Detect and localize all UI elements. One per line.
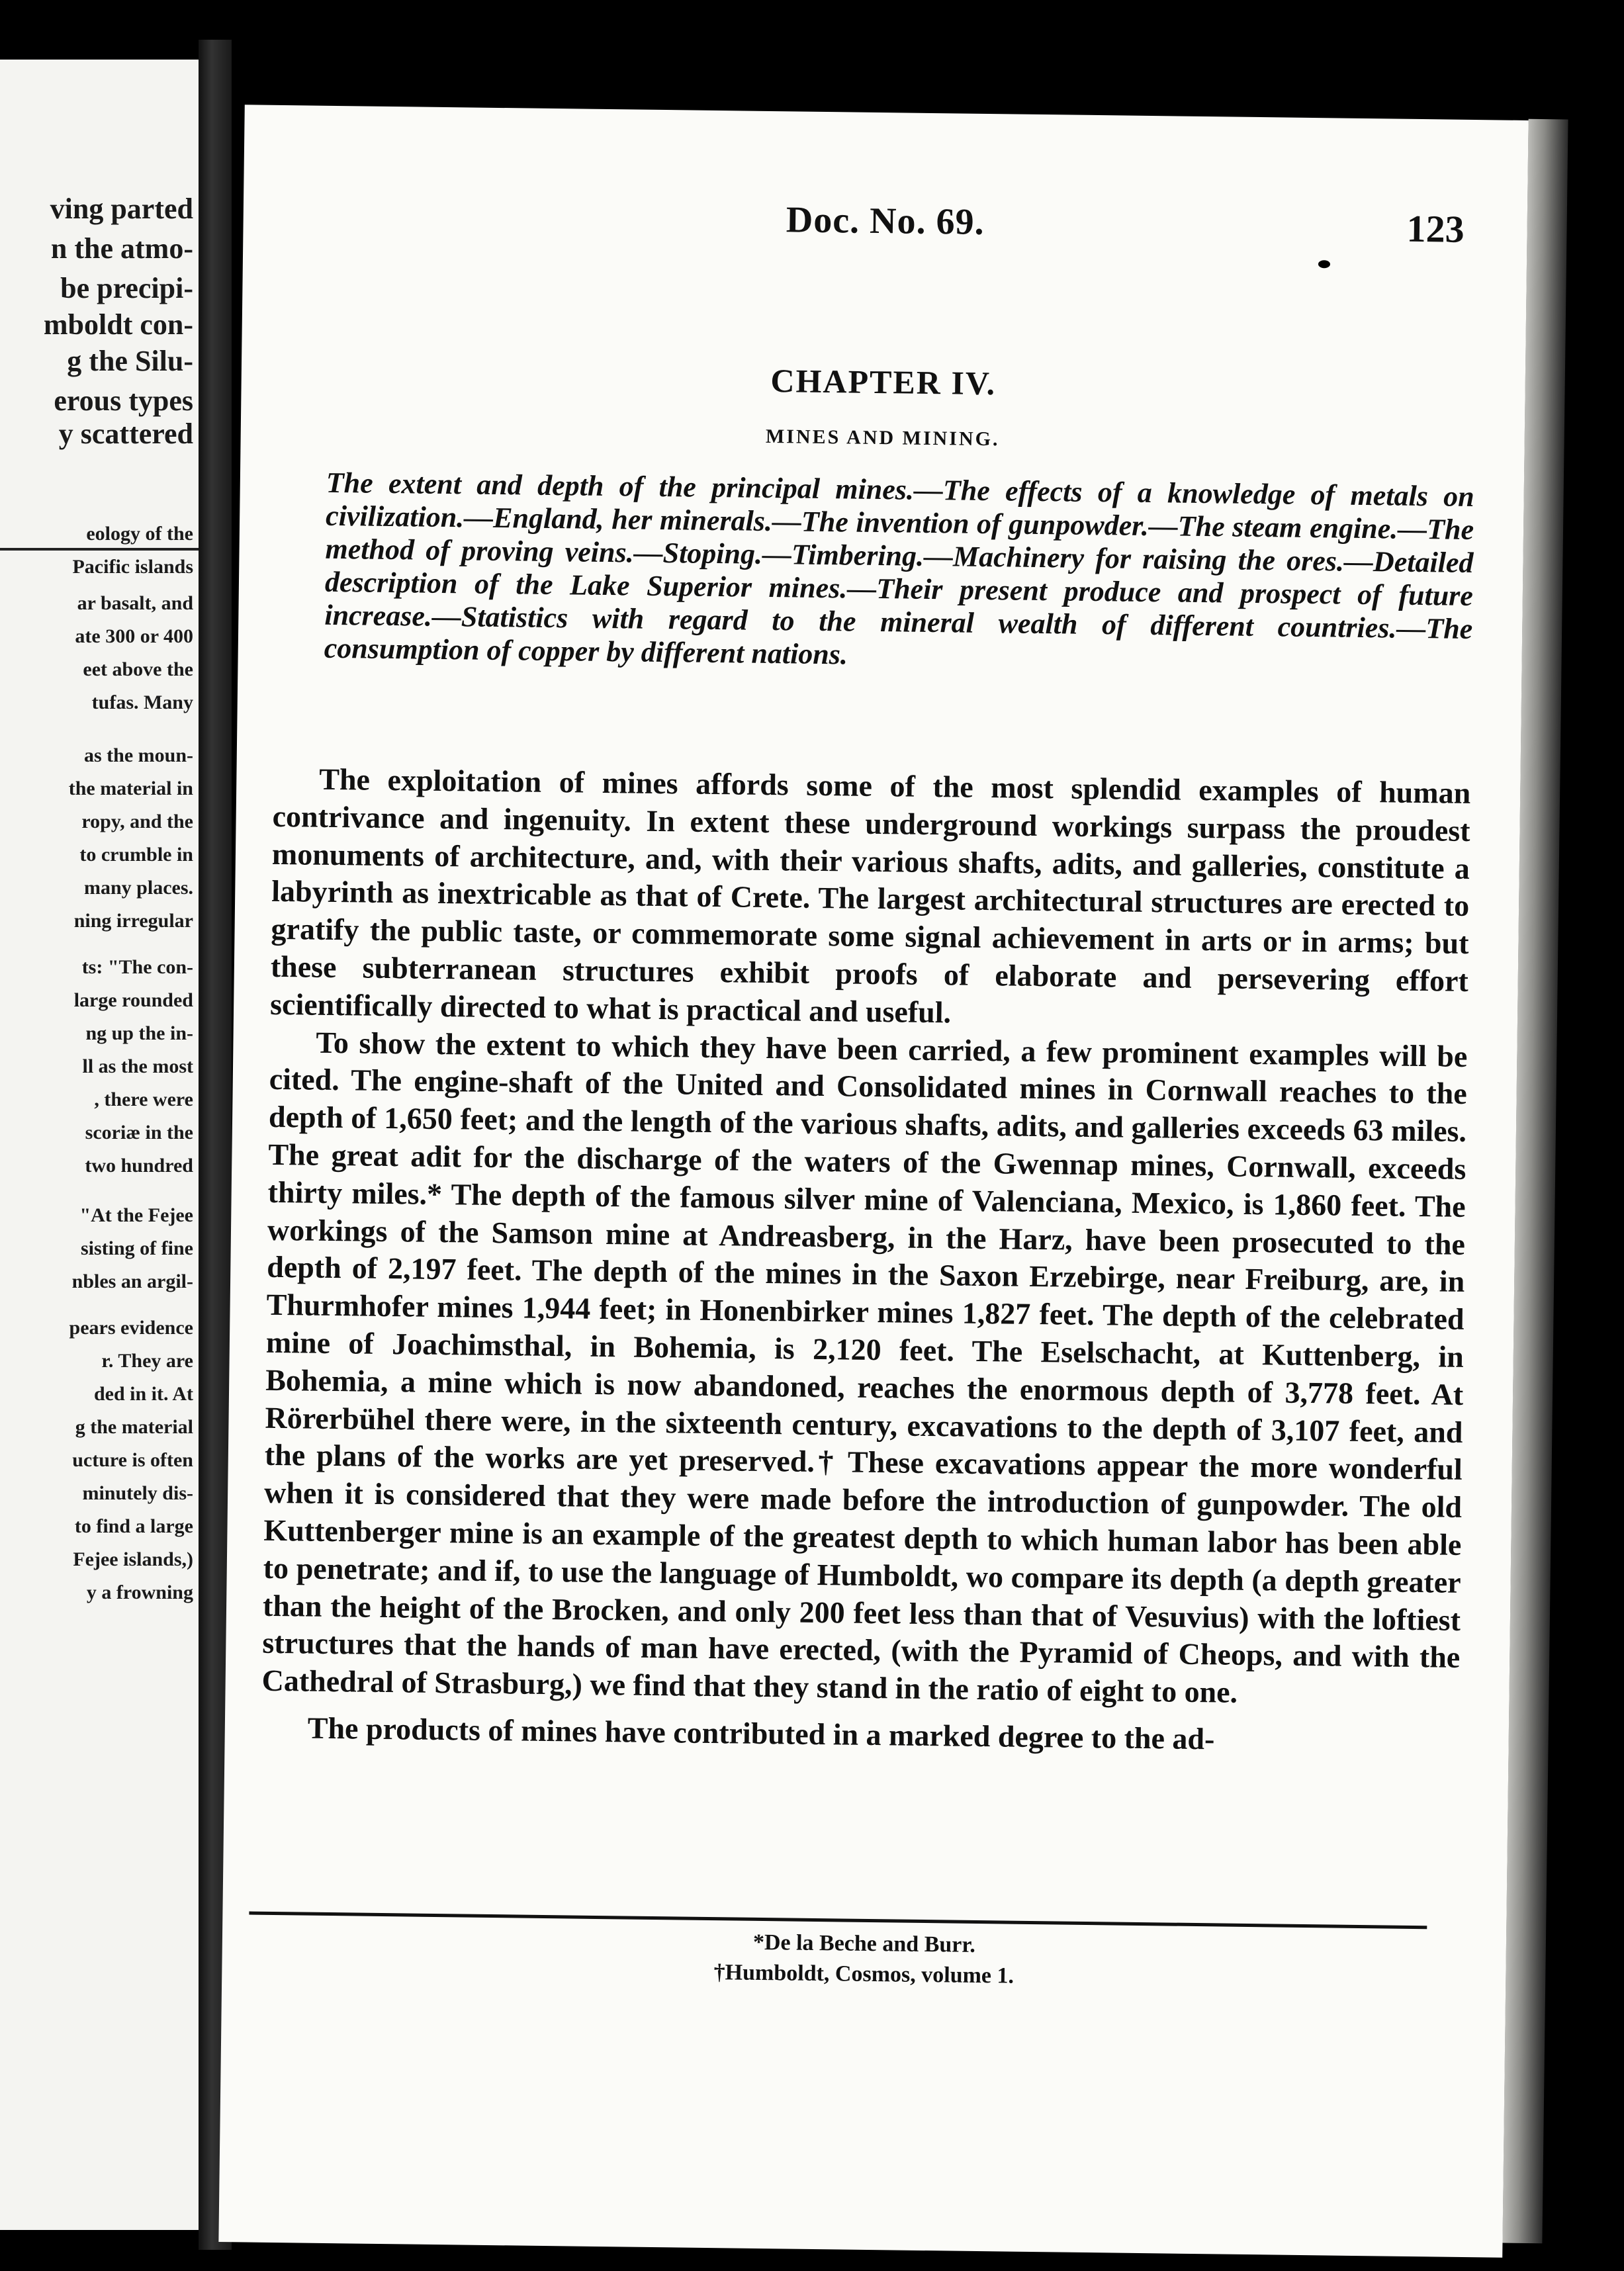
left-page-line: scoriæ in the — [85, 1122, 193, 1143]
left-page-line: ning irregular — [73, 910, 193, 932]
chapter-subtitle: MINES AND MINING. — [765, 425, 1000, 451]
left-page-line: ng up the in- — [85, 1022, 193, 1044]
left-page-line: g the Silu- — [67, 345, 193, 377]
footnotes — [222, 1921, 1506, 1998]
chapter-summary: The extent and depth of the principal mines.—The effects of a knowledge of metals on civilization.—England, her minerals.—The invention of gunpowder.—The steam engine.—The method of proving veins.—Stoping.—Timbering.—Machinery for raising the ores.—Detailed description of the Lake Superior mines.—Their present produce and prospect of future increase.—Statistics with regard to the mineral wealth of different countries.—The consumption of copper by different nations. — [324, 466, 1475, 671]
chapter-title: CHAPTER IV. — [770, 362, 997, 402]
page-number: 123 — [1406, 206, 1465, 251]
left-page-line: pears evidence — [69, 1317, 193, 1339]
paragraph: The products of mines have contributed in a marked degree to the ad- — [307, 1711, 1215, 1756]
left-page-line: the material in — [68, 778, 193, 799]
footnote: †Humboldt, Cosmos, volume 1. — [713, 1960, 1015, 1988]
left-page-line: ar basalt, and — [77, 592, 193, 614]
left-page-line: eology of the — [86, 523, 193, 545]
left-page-line: y scattered — [58, 418, 193, 450]
left-page-line: to find a large — [74, 1515, 193, 1537]
left-page-line: ropy, and the — [81, 811, 193, 832]
left-page-line: as the moun- — [83, 744, 193, 766]
left-page-line: tufas. Many — [91, 691, 193, 713]
left-page-line: "At the Fejee — [79, 1204, 193, 1226]
book-page — [218, 105, 1528, 2257]
left-page-line: ts: "The con- — [81, 956, 193, 978]
left-page-line: ving parted — [50, 193, 193, 225]
left-page-line: to crumble in — [79, 844, 193, 866]
paragraph: To show the extent to which they have been carried, a few prominent examples will be cited. The engine-shaft of the United and Consolidated mines in Cornwall reaches to the depth of 1,650 feet; and the length of the various shafts, adits, and galleries exceeds 63 miles. The great adit for the discharge of the waters of the Gwennap mines, Cornwall, exceeds thirty miles.* The depth of the famous silver mine of Valenciana, Mexico, is 1,860 feet. The workings of the Samson mine at Andreasberg, in the Harz, have been prosecuted to the depth of 2,197 feet. The depth of the mines in the Saxon Erzebirge, near Freiburg, are, in Thurmhofer mines 1,944 feet; in Honenbirker mines 1,827 feet. The depth of the celebrated mine of Joachimsthal, in Bohemia, is 2,120 feet. The Eselschacht, at Kuttenberg, in Bohemia, a mine which is now abandoned, reaches the enormous depth of 3,778 feet. At Rörerbühel there were, in the sixteenth century, excavations to the depth of 3,107 feet, and the plans of the works are yet preserved.† These excavations appear the more wonderful when it is considered that they were made before the introduction of gunpowder. The old Kuttenberger mine is an example of the greatest depth to which human labor has been able to penetrate; and if, to use the language of Humboldt, wo compare its depth (a depth greater than the height of the Brocken, and only 200 feet less than that of Vesuvius) with the loftiest structures that the hands of man have erected, (with the Pyramid of Cheops, and with the Cathedral of Strasburg,) we find that they stand in the ratio of eight to one. — [261, 1025, 1468, 1709]
left-page-line: Fejee islands,) — [73, 1548, 193, 1570]
left-page-line: ate 300 or 400 — [75, 625, 193, 647]
left-page-line: nbles an argil- — [71, 1270, 193, 1292]
left-page-line: y a frowning — [86, 1581, 193, 1603]
paragraph: The exploitation of mines affords some of the most splendid examples of human contrivance and ingenuity. In extent these underground workings surpass the proudest monuments of architecture, and, with their various shafts, adits, and galleries, constitute a labyrinth as inextricable as that of Crete. The largest architectural structures are erected to gratify the public taste, or commemorate some signal achievement in arts or in arms; but these subterranean structures exhibit proofs of elaborate and persevering effort scientifically directed to what is practical and useful. — [269, 762, 1471, 1030]
left-page-rule — [0, 548, 199, 551]
left-page-line: , there were — [94, 1089, 193, 1110]
left-page-line: be precipi- — [60, 272, 193, 304]
previous-page-fragment — [0, 60, 199, 2230]
left-page-line: mboldt con- — [43, 308, 193, 341]
body-text — [261, 760, 1470, 1761]
left-page-line: erous types — [54, 384, 193, 417]
document-number: Doc. No. 69. — [786, 199, 985, 243]
left-page-line: n the atmo- — [50, 232, 193, 265]
left-page-line: minutely dis- — [82, 1482, 193, 1504]
left-page-line: Pacific islands — [72, 556, 193, 578]
left-page-line: ded in it. At — [93, 1383, 193, 1405]
left-page-line: sisting of fine — [80, 1237, 193, 1259]
left-page-line: large rounded — [73, 989, 193, 1011]
left-page-line: many places. — [84, 877, 193, 899]
ink-blot — [1318, 260, 1330, 268]
footnote: *De la Beche and Burr. — [752, 1930, 976, 1957]
left-page-line: r. They are — [101, 1350, 193, 1372]
left-page-line: ucture is often — [72, 1449, 193, 1471]
left-page-line: two hundred — [85, 1155, 193, 1177]
left-page-line: ll as the most — [82, 1055, 193, 1077]
left-page-line: g the material — [75, 1416, 193, 1438]
left-page-line: eet above the — [83, 658, 193, 680]
running-header — [243, 192, 1527, 254]
